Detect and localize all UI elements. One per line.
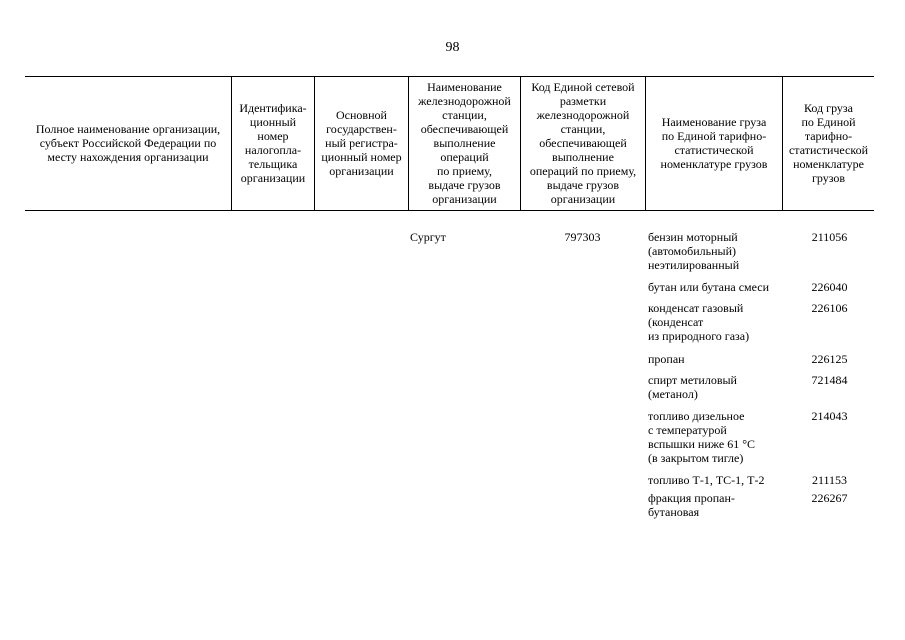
cargo-code-cell: 226040	[811, 280, 848, 294]
cargo-code-cell: 226267	[811, 491, 848, 505]
cargo-code-cell: 226125	[811, 352, 848, 366]
cargo-name-cell: топливо Т-1, ТС-1, Т-2	[648, 473, 765, 487]
page-number: 98	[445, 40, 460, 55]
cargo-code-cell: 226106	[811, 301, 848, 315]
header-cargo-code: Код груза по Единой тарифно- статистической номенклатуре грузов	[788, 101, 869, 185]
cargo-code-cell: 214043	[811, 409, 848, 423]
header-station-name: Наименование железнодорожной станции, обеспечивающей выполнение операций по приему, выдаче грузов организации	[418, 80, 511, 206]
header-station-code: Код Единой сетевой разметки железнодорожной станции, обеспечивающей выполнение операций по приему, выдаче грузов организации	[529, 80, 637, 206]
cargo-name-cell: топливо дизельное с температурой вспышки ниже 61 °С (в закрытом тигле)	[648, 409, 756, 465]
header-inn: Идентифика- ционный номер налогопла- тельщика организации	[239, 101, 307, 185]
cargo-code-cell: 721484	[811, 373, 848, 387]
station-name-cell: Сургут	[410, 230, 446, 244]
cargo-name-cell: фракция пропан- бутановая	[648, 491, 735, 519]
cargo-name-cell: конденсат газовый (конденсат из природного газа)	[648, 301, 750, 343]
header-cargo-name: Наименование груза по Единой тарифно- статистической номенклатуре грузов	[660, 115, 768, 171]
header-ogrn: Основной государствен- ный регистра- ционный номер организации	[321, 108, 402, 178]
cargo-name-cell: спирт метиловый (метанол)	[648, 373, 737, 401]
table-header-bottom-rule	[25, 210, 874, 211]
station-code-cell: 797303	[564, 230, 601, 244]
cargo-code-cell: 211056	[811, 230, 848, 244]
cargo-name-cell: пропан	[648, 352, 685, 366]
header-org-name: Полное наименование организации, субъект Российской Федерации по месту нахождения организации	[35, 122, 221, 164]
cargo-name-cell: бензин моторный (автомобильный) неэтилированный	[648, 230, 740, 272]
cargo-code-cell: 211153	[811, 473, 848, 487]
cargo-name-cell: бутан или бутана смеси	[648, 280, 770, 294]
